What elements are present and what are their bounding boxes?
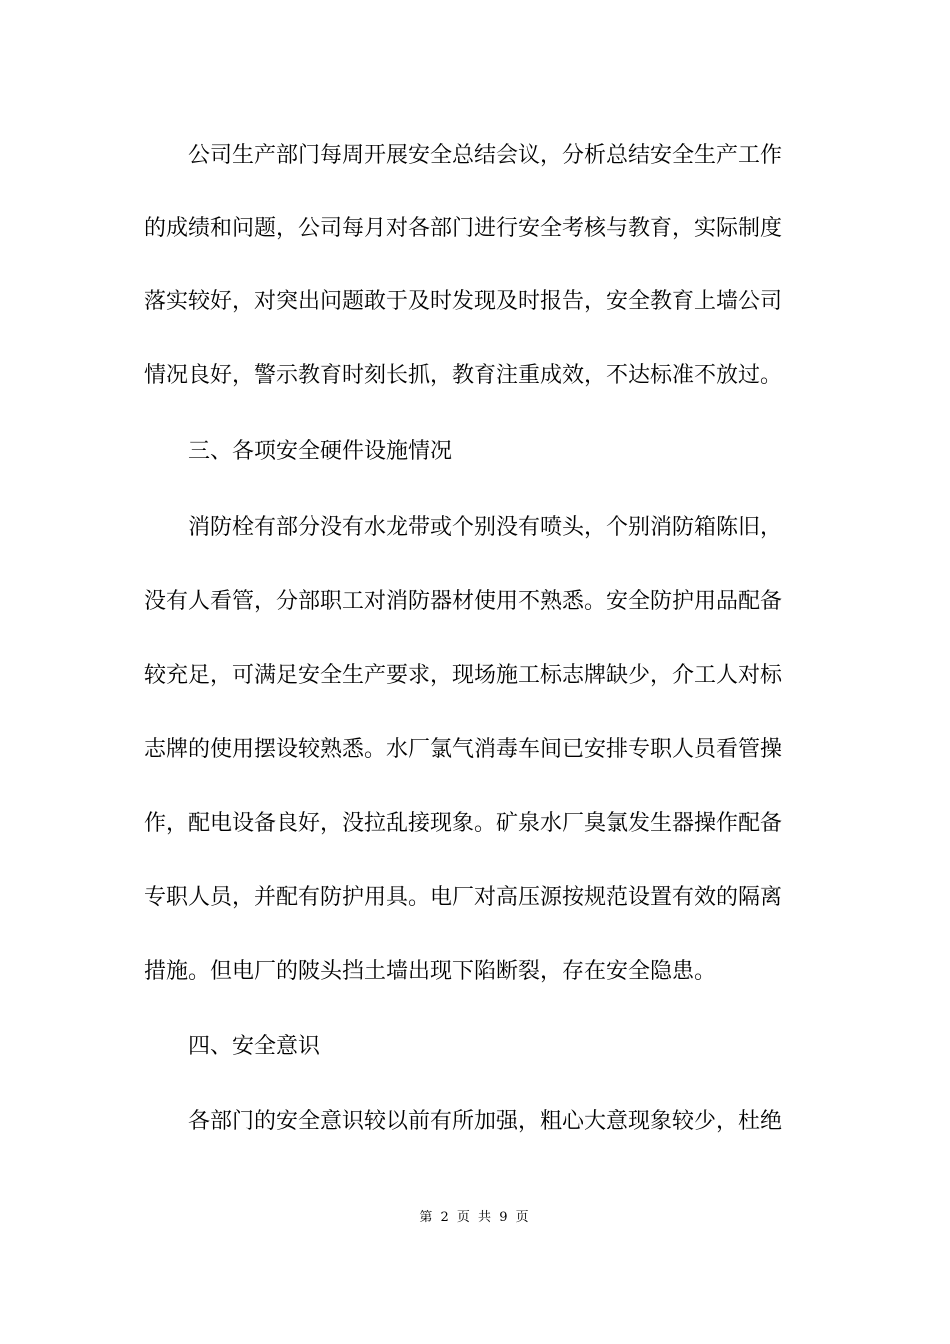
paragraph-line: 消防栓有部分没有水龙带或个别没有喷头，个别消防箱陈旧，: [188, 515, 783, 540]
paragraph-line: 各部门的安全意识较以前有所加强，粗心大意现象较少，杜绝: [188, 1109, 783, 1134]
paragraph-line: 的成绩和问题，公司每月对各部门进行安全考核与教育，实际制度: [144, 216, 783, 241]
page-number-footer: 第 2 页 共 9 页: [419, 1210, 531, 1225]
paragraph-line: 措施。但电厂的陂头挡土墙出现下陷断裂，存在安全隐患。: [144, 959, 717, 984]
paragraph-line: 专职人员，并配有防护用具。电厂对高压源按规范设置有效的隔离: [144, 885, 783, 910]
paragraph-line: 没有人看管，分部职工对消防器材使用不熟悉。安全防护用品配备: [144, 589, 783, 614]
paragraph-line: 较充足，可满足安全生产要求，现场施工标志牌缺少，介工人对标: [144, 663, 783, 688]
paragraph-line: 情况良好，警示教育时刻长抓，教育注重成效，不达标准不放过。: [144, 363, 783, 388]
paragraph-line: 志牌的使用摆设较熟悉。水厂氯气消毒车间已安排专职人员看管操: [144, 737, 783, 762]
section-heading: 三、各项安全硬件设施情况: [188, 439, 453, 464]
paragraph-line: 公司生产部门每周开展安全总结会议，分析总结安全生产工作: [188, 143, 783, 168]
section-heading: 四、安全意识: [188, 1034, 321, 1059]
paragraph-line: 落实较好，对突出问题敢于及时发现及时报告，安全教育上墙公司: [144, 289, 783, 314]
paragraph-line: 作，配电设备良好，没拉乱接现象。矿泉水厂臭氯发生器操作配备: [144, 811, 783, 836]
